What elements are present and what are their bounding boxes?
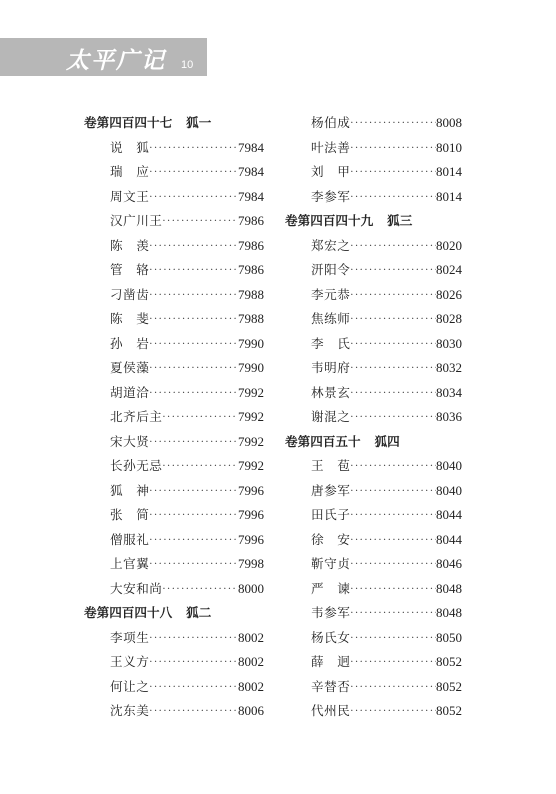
book-title: 太平广记 bbox=[66, 47, 166, 74]
volume-label: 卷第四百四十七 bbox=[84, 115, 173, 130]
entry-title: 杨氏女 bbox=[311, 629, 351, 645]
entry-title: 刘 甲 bbox=[311, 164, 351, 179]
entry-title: 辛替否 bbox=[311, 678, 351, 694]
toc-entry bbox=[285, 111, 462, 136]
toc-entry bbox=[84, 356, 264, 381]
dot-leader bbox=[350, 111, 436, 136]
toc-entry bbox=[285, 234, 462, 259]
dot-leader bbox=[350, 675, 436, 700]
entry-page-number: 8014 bbox=[436, 188, 462, 204]
volume-label: 卷第四百四十九 bbox=[285, 213, 374, 228]
entry-title: 周文王 bbox=[110, 188, 150, 204]
toc-entry bbox=[84, 209, 264, 234]
entry-page-number: 8040 bbox=[436, 458, 462, 473]
entry-title: 徐 安 bbox=[311, 531, 351, 547]
entry-title: 焦练师 bbox=[311, 311, 351, 326]
dot-leader bbox=[350, 381, 436, 406]
dot-leader bbox=[350, 503, 436, 528]
entry-page-number: 7996 bbox=[238, 531, 264, 547]
entry-title: 汉广川王 bbox=[110, 213, 163, 228]
toc-entry bbox=[285, 699, 462, 724]
dot-leader bbox=[149, 552, 238, 577]
entry-title: 李项生 bbox=[110, 629, 150, 645]
dot-leader bbox=[350, 136, 436, 161]
entry-page-number: 8014 bbox=[436, 164, 462, 179]
toc-entry bbox=[84, 430, 264, 455]
entry-page-number: 8040 bbox=[436, 482, 462, 498]
entry-page-number: 8048 bbox=[436, 580, 462, 596]
entry-title: 薛 迥 bbox=[311, 654, 351, 669]
toc-entry bbox=[84, 185, 264, 210]
toc-section-heading bbox=[84, 111, 264, 136]
page-number: 10 bbox=[181, 59, 194, 71]
toc-section-heading bbox=[285, 430, 462, 455]
dot-leader bbox=[149, 528, 238, 553]
entry-page-number: 7990 bbox=[238, 360, 264, 375]
toc-entry bbox=[285, 332, 462, 357]
toc-entry bbox=[84, 503, 264, 528]
entry-title: 陈 斐 bbox=[110, 311, 150, 326]
toc-entry bbox=[285, 552, 462, 577]
entry-title: 李元恭 bbox=[311, 286, 351, 302]
dot-leader bbox=[162, 454, 238, 479]
dot-leader bbox=[149, 381, 238, 406]
entry-page-number: 8024 bbox=[436, 262, 462, 277]
entry-page-number: 8052 bbox=[436, 678, 462, 694]
toc-entry bbox=[285, 577, 462, 602]
entry-title: 严 谏 bbox=[311, 580, 351, 596]
toc-entry bbox=[285, 136, 462, 161]
dot-leader bbox=[350, 307, 436, 332]
entry-title: 何让之 bbox=[110, 678, 150, 694]
entry-title: 夏侯藻 bbox=[110, 360, 150, 375]
entry-title: 王义方 bbox=[110, 654, 150, 669]
entry-page-number: 7986 bbox=[238, 237, 264, 253]
dot-leader bbox=[149, 283, 238, 308]
dot-leader bbox=[350, 405, 436, 430]
entry-page-number: 7996 bbox=[238, 482, 264, 498]
entry-page-number: 7986 bbox=[238, 213, 264, 228]
entry-page-number: 7992 bbox=[238, 458, 264, 473]
toc-entry bbox=[285, 160, 462, 185]
entry-title: 管 辂 bbox=[110, 262, 150, 277]
toc-section-heading bbox=[84, 601, 264, 626]
entry-title: 谢混之 bbox=[311, 409, 351, 424]
dot-leader bbox=[350, 234, 436, 259]
entry-page-number: 8052 bbox=[436, 654, 462, 669]
entry-page-number: 8002 bbox=[238, 629, 264, 645]
entry-page-number: 7988 bbox=[238, 286, 264, 302]
entry-page-number: 8028 bbox=[436, 311, 462, 326]
toc-entry bbox=[84, 307, 264, 332]
section-topic: 狐四 bbox=[374, 433, 400, 449]
toc-entry bbox=[84, 650, 264, 675]
toc-entry bbox=[84, 699, 264, 724]
toc-entry bbox=[84, 528, 264, 553]
dot-leader bbox=[350, 332, 436, 357]
entry-page-number: 7988 bbox=[238, 311, 264, 326]
toc-entry bbox=[285, 405, 462, 430]
dot-leader bbox=[350, 528, 436, 553]
dot-leader bbox=[350, 185, 436, 210]
dot-leader bbox=[350, 626, 436, 651]
entry-page-number: 8044 bbox=[436, 507, 462, 522]
section-topic: 狐二 bbox=[186, 605, 212, 620]
entry-page-number: 8010 bbox=[436, 139, 462, 155]
entry-title: 田氏子 bbox=[311, 507, 351, 522]
toc-entry bbox=[285, 356, 462, 381]
entry-title: 汧阳令 bbox=[311, 262, 351, 277]
dot-leader bbox=[350, 699, 436, 724]
entry-page-number: 8020 bbox=[436, 237, 462, 253]
toc-entry bbox=[84, 332, 264, 357]
dot-leader bbox=[149, 160, 238, 185]
entry-page-number: 8002 bbox=[238, 654, 264, 669]
entry-page-number: 8046 bbox=[436, 556, 462, 571]
entry-page-number: 8026 bbox=[436, 286, 462, 302]
toc-entry bbox=[285, 601, 462, 626]
entry-title: 大安和尚 bbox=[110, 580, 163, 596]
dot-leader bbox=[350, 577, 436, 602]
dot-leader bbox=[350, 258, 436, 283]
entry-title: 林景玄 bbox=[311, 384, 351, 400]
toc-entry bbox=[285, 258, 462, 283]
toc-entry bbox=[84, 283, 264, 308]
entry-title: 李 氏 bbox=[311, 335, 351, 351]
dot-leader bbox=[350, 454, 436, 479]
dot-leader bbox=[149, 650, 238, 675]
dot-leader bbox=[149, 503, 238, 528]
entry-page-number: 7992 bbox=[238, 384, 264, 400]
entry-title: 陈 羡 bbox=[110, 237, 150, 253]
dot-leader bbox=[350, 650, 436, 675]
section-topic: 狐三 bbox=[387, 213, 413, 228]
entry-page-number: 7992 bbox=[238, 409, 264, 424]
entry-page-number: 7984 bbox=[238, 164, 264, 179]
entry-title: 郑宏之 bbox=[311, 237, 351, 253]
dot-leader bbox=[162, 405, 238, 430]
dot-leader bbox=[149, 307, 238, 332]
toc-entry bbox=[84, 577, 264, 602]
dot-leader bbox=[350, 479, 436, 504]
section-topic: 狐一 bbox=[186, 115, 212, 130]
toc-entry bbox=[84, 552, 264, 577]
toc-entry bbox=[285, 454, 462, 479]
toc-entry bbox=[285, 503, 462, 528]
entry-title: 胡道洽 bbox=[110, 384, 150, 400]
toc-entry bbox=[84, 454, 264, 479]
entry-page-number: 8044 bbox=[436, 531, 462, 547]
entry-page-number: 8050 bbox=[436, 629, 462, 645]
toc-entry bbox=[84, 136, 264, 161]
toc-entry bbox=[285, 528, 462, 553]
dot-leader bbox=[350, 160, 436, 185]
entry-title: 叶法善 bbox=[311, 139, 351, 155]
entry-page-number: 8006 bbox=[238, 703, 264, 718]
dot-leader bbox=[149, 626, 238, 651]
entry-page-number: 7992 bbox=[238, 433, 264, 449]
toc-entry bbox=[285, 626, 462, 651]
dot-leader bbox=[149, 234, 238, 259]
entry-title: 北齐后主 bbox=[110, 409, 163, 424]
dot-leader bbox=[350, 356, 436, 381]
entry-title: 靳守贞 bbox=[311, 556, 351, 571]
entry-title: 李参军 bbox=[311, 188, 351, 204]
toc-entry bbox=[84, 626, 264, 651]
entry-page-number: 8034 bbox=[436, 384, 462, 400]
entry-page-number: 7996 bbox=[238, 507, 264, 522]
entry-page-number: 7984 bbox=[238, 188, 264, 204]
entry-page-number: 8048 bbox=[436, 605, 462, 620]
entry-title: 张 简 bbox=[110, 507, 150, 522]
dot-leader bbox=[149, 675, 238, 700]
entry-page-number: 8052 bbox=[436, 703, 462, 718]
dot-leader bbox=[350, 601, 436, 626]
entry-page-number: 8030 bbox=[436, 335, 462, 351]
entry-title: 说 狐 bbox=[110, 139, 150, 155]
dot-leader bbox=[162, 577, 238, 602]
entry-title: 刁凿齿 bbox=[110, 286, 150, 302]
toc-entry bbox=[84, 160, 264, 185]
toc-entry bbox=[285, 185, 462, 210]
entry-title: 僧服礼 bbox=[110, 531, 150, 547]
entry-title: 瑞 应 bbox=[110, 164, 150, 179]
entry-page-number: 7986 bbox=[238, 262, 264, 277]
toc-entry bbox=[84, 405, 264, 430]
dot-leader bbox=[149, 356, 238, 381]
toc-entry bbox=[84, 234, 264, 259]
entry-page-number: 8008 bbox=[436, 115, 462, 130]
volume-label: 卷第四百五十 bbox=[285, 433, 361, 449]
entry-title: 沈东美 bbox=[110, 703, 150, 718]
dot-leader bbox=[149, 258, 238, 283]
entry-title: 杨伯成 bbox=[311, 115, 351, 130]
dot-leader bbox=[162, 209, 238, 234]
entry-page-number: 7998 bbox=[238, 556, 264, 571]
dot-leader bbox=[149, 699, 238, 724]
entry-title: 代州民 bbox=[311, 703, 351, 718]
entry-page-number: 7990 bbox=[238, 335, 264, 351]
dot-leader bbox=[350, 552, 436, 577]
entry-page-number: 8032 bbox=[436, 360, 462, 375]
entry-title: 上官翼 bbox=[110, 556, 150, 571]
toc-entry bbox=[285, 479, 462, 504]
toc-entry bbox=[84, 258, 264, 283]
entry-title: 王 苞 bbox=[311, 458, 351, 473]
entry-title: 韦明府 bbox=[311, 360, 351, 375]
entry-page-number: 8002 bbox=[238, 678, 264, 694]
toc-right-column bbox=[285, 111, 462, 724]
toc-entry bbox=[285, 650, 462, 675]
entry-title: 长孙无忌 bbox=[110, 458, 163, 473]
toc-entry bbox=[84, 675, 264, 700]
toc-entry bbox=[285, 307, 462, 332]
entry-page-number: 8036 bbox=[436, 409, 462, 424]
dot-leader bbox=[149, 136, 238, 161]
toc-entry bbox=[285, 675, 462, 700]
entry-title: 韦参军 bbox=[311, 605, 351, 620]
toc-entry bbox=[84, 479, 264, 504]
entry-title: 孙 岩 bbox=[110, 335, 150, 351]
dot-leader bbox=[149, 479, 238, 504]
toc-entry bbox=[84, 381, 264, 406]
dot-leader bbox=[149, 430, 238, 455]
dot-leader bbox=[350, 283, 436, 308]
toc-section-heading bbox=[285, 209, 462, 234]
dot-leader bbox=[149, 332, 238, 357]
entry-title: 宋大贤 bbox=[110, 433, 150, 449]
toc-entry bbox=[285, 283, 462, 308]
entry-title: 狐 神 bbox=[110, 482, 150, 498]
volume-label: 卷第四百四十八 bbox=[84, 605, 173, 620]
entry-page-number: 8000 bbox=[238, 580, 264, 596]
entry-page-number: 7984 bbox=[238, 139, 264, 155]
toc-left-column bbox=[84, 111, 264, 724]
toc-entry bbox=[285, 381, 462, 406]
entry-title: 唐参军 bbox=[311, 482, 351, 498]
dot-leader bbox=[149, 185, 238, 210]
